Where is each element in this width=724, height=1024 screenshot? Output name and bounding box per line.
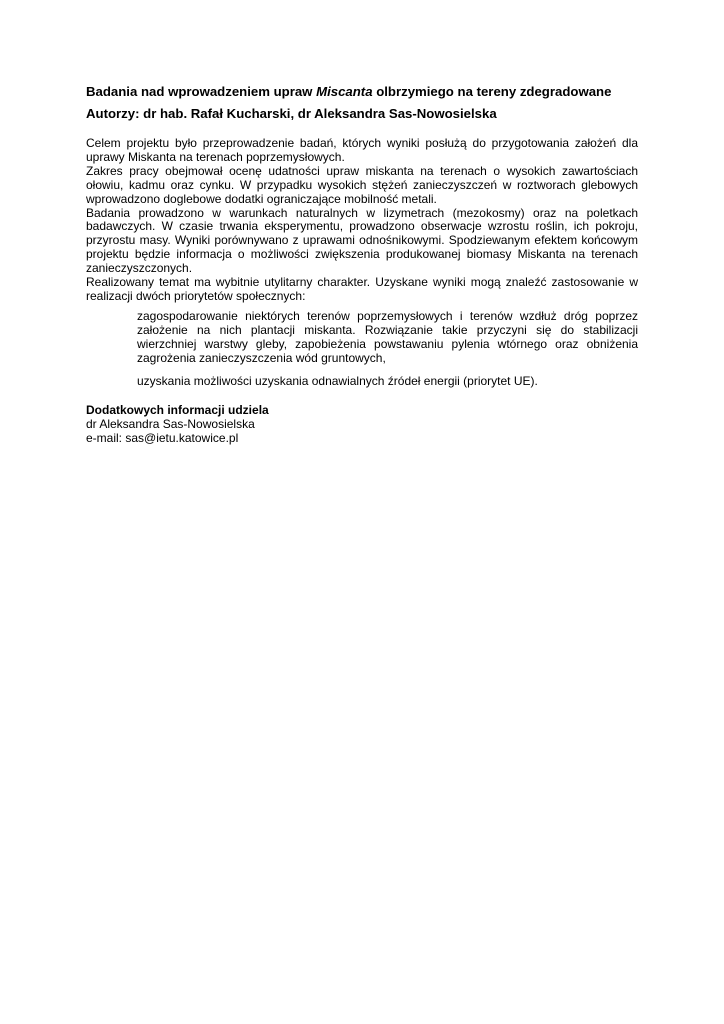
document-page bbox=[86, 84, 638, 446]
body-text bbox=[86, 137, 638, 304]
title-text-part1: Badania nad wprowadzeniem upraw bbox=[86, 84, 317, 99]
list-item: zagospodarowanie niektórych terenów poprzemysłowych i terenów wzdłuż dróg poprzez założenie na nich plantacji miskanta. Rozwiązanie takie przyczyni się do stabilizacji wierzchniej warstwy gleby, zapobieżenia powstawaniu pylenia wtórnego oraz obniżenia zagrożenia zanieczyszczenia wód gruntowych, bbox=[137, 308, 638, 365]
paragraph-scope: Zakres pracy obejmował ocenę udatności upraw miskanta na terenach o wysokich zawartościach ołowiu, kadmu oraz cynku. W przypadku wysokich stężeń zanieczyszczeń w roztworach glebowych wprowadzono doglebowe dodatki ograniczające mobilność metali. bbox=[86, 163, 638, 206]
paragraph-utility: Realizowany temat ma wybitnie utylitarny charakter. Uzyskane wyniki mogą znaleźć zastosowanie w realizacji dwóch priorytetów społecznych: bbox=[86, 275, 638, 303]
title-italic-term: Miscanta bbox=[316, 84, 373, 99]
document-title bbox=[86, 84, 638, 100]
title-text-part2: olbrzymiego na tereny zdegradowane bbox=[372, 84, 612, 99]
contact-heading: Dodatkowych informacji udziela bbox=[86, 403, 269, 418]
list-item: uzyskania możliwości uzyskania odnawialnych źródeł energii (priorytet UE). bbox=[137, 373, 538, 388]
contact-email: e-mail: sas@ietu.katowice.pl bbox=[86, 431, 239, 446]
contact-block bbox=[86, 404, 638, 446]
paragraph-methods: Badania prowadzono w warunkach naturalnych w lizymetrach (mezokosmy) oraz na poletkach badawczych. W czasie trwania eksperymentu, prowadzono obserwacje wzrostu roślin, ich pokroju, przyrostu masy. Wyniki porównywano z uprawami odnośnikowymi. Spodziewanym efektem końcowym projektu będzie informacja o możliwości zwiększenia produkowanej biomasy Miskanta na terenach zanieczyszczonych. bbox=[86, 205, 638, 276]
paragraph-goal: Celem projektu było przeprowadzenie badań, których wyniki posłużą do przygotowania założeń dla uprawy Miskanta na terenach poprzemysłowych. bbox=[86, 136, 638, 164]
authors-line: Autorzy: dr hab. Rafał Kucharski, dr Aleksandra Sas-Nowosielska bbox=[86, 106, 497, 121]
priorities-list bbox=[137, 310, 638, 389]
contact-name: dr Aleksandra Sas-Nowosielska bbox=[86, 417, 255, 432]
